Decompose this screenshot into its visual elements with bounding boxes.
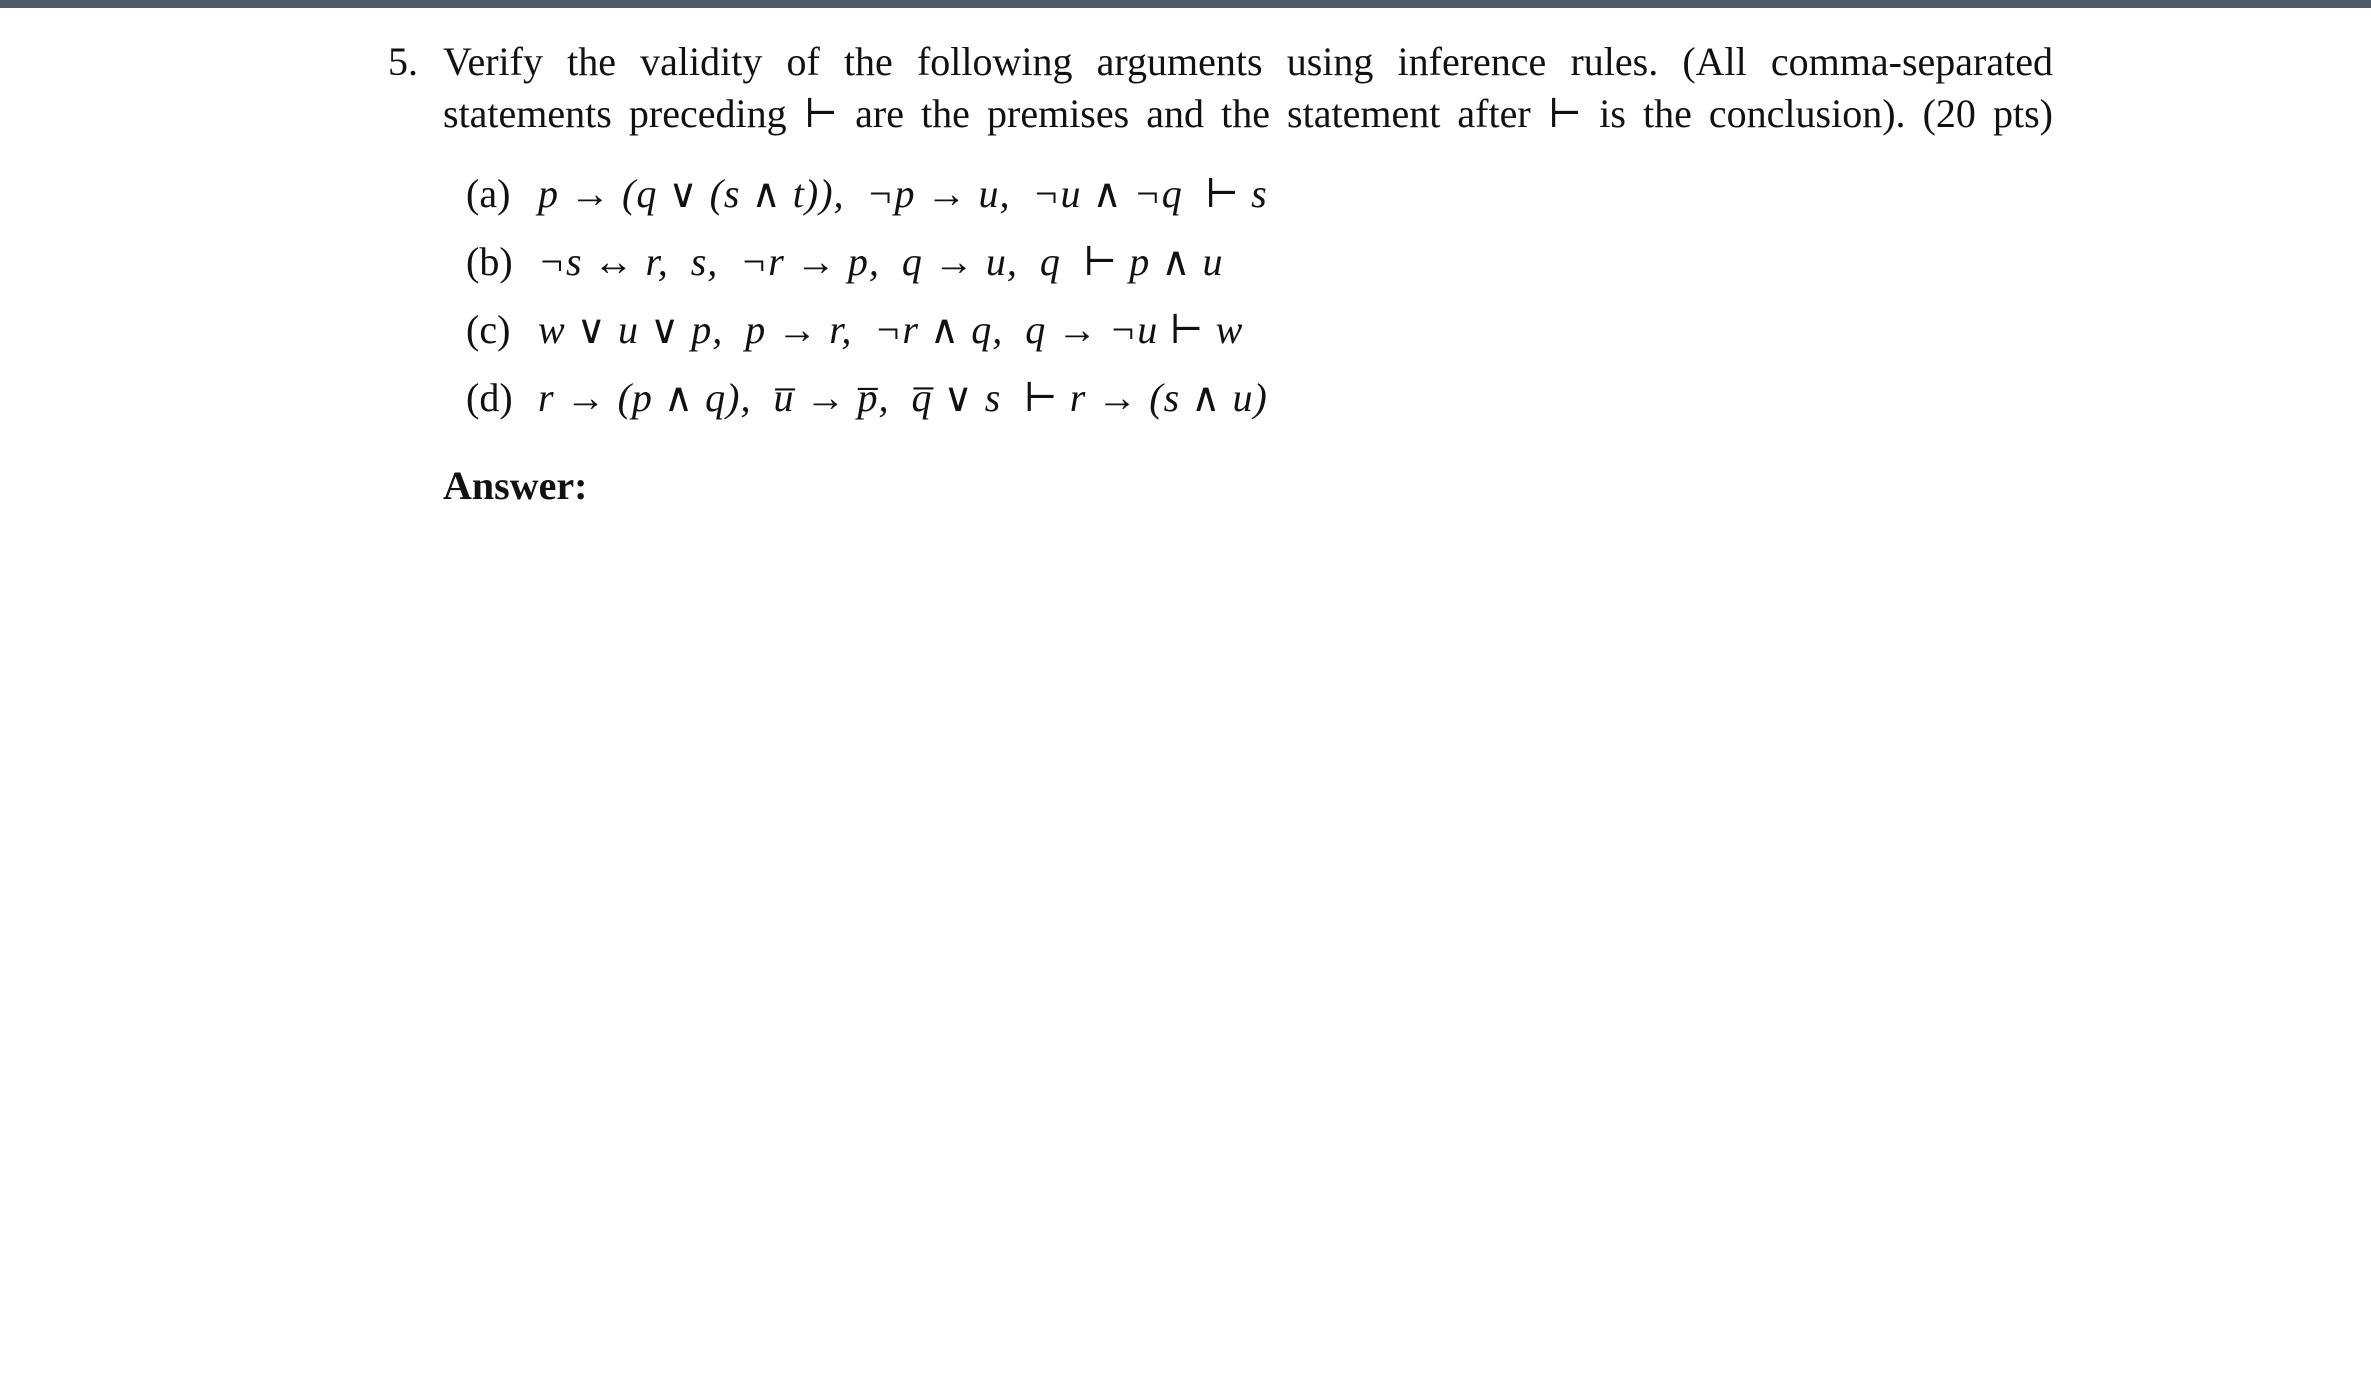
- part-expression: ¬s ↔ r, s, ¬r → p, q → u, q ⊢ p ∧ u: [538, 239, 1224, 284]
- part-label: (d): [466, 375, 513, 420]
- part-a: [466, 160, 2053, 228]
- part-expression: w ∨ u ∨ p, p → r, ¬r ∧ q, q → ¬u ⊢ w: [538, 307, 1244, 352]
- part-d: [466, 364, 2053, 432]
- part-label: (a): [466, 171, 511, 216]
- question-text-line-1: Verify the validity of the following arguments using inference rules. (All comma-separated: [443, 39, 2053, 84]
- part-label: (b): [466, 239, 513, 284]
- part-label: (c): [466, 307, 511, 352]
- part-expression: p → (q ∨ (s ∧ t)), ¬p → u, ¬u ∧ ¬q ⊢ s: [538, 171, 1268, 216]
- part-c: [466, 296, 2053, 364]
- answer-label: Answer:: [443, 463, 588, 508]
- top-bar: [0, 0, 2371, 8]
- question-text-line-2: statements preceding ⊢ are the premises and the statement after ⊢ is the conclusion). (20 pts): [443, 91, 2053, 136]
- question-number: 5.: [388, 39, 418, 84]
- parts-list: [466, 160, 2053, 432]
- question-text: [443, 36, 2053, 140]
- part-b: [466, 228, 2053, 296]
- question-block: [388, 36, 2053, 512]
- part-expression: r → (p ∧ q), u̅ → p̅, q̅ ∨ s ⊢ r → (s ∧ u): [538, 375, 1268, 420]
